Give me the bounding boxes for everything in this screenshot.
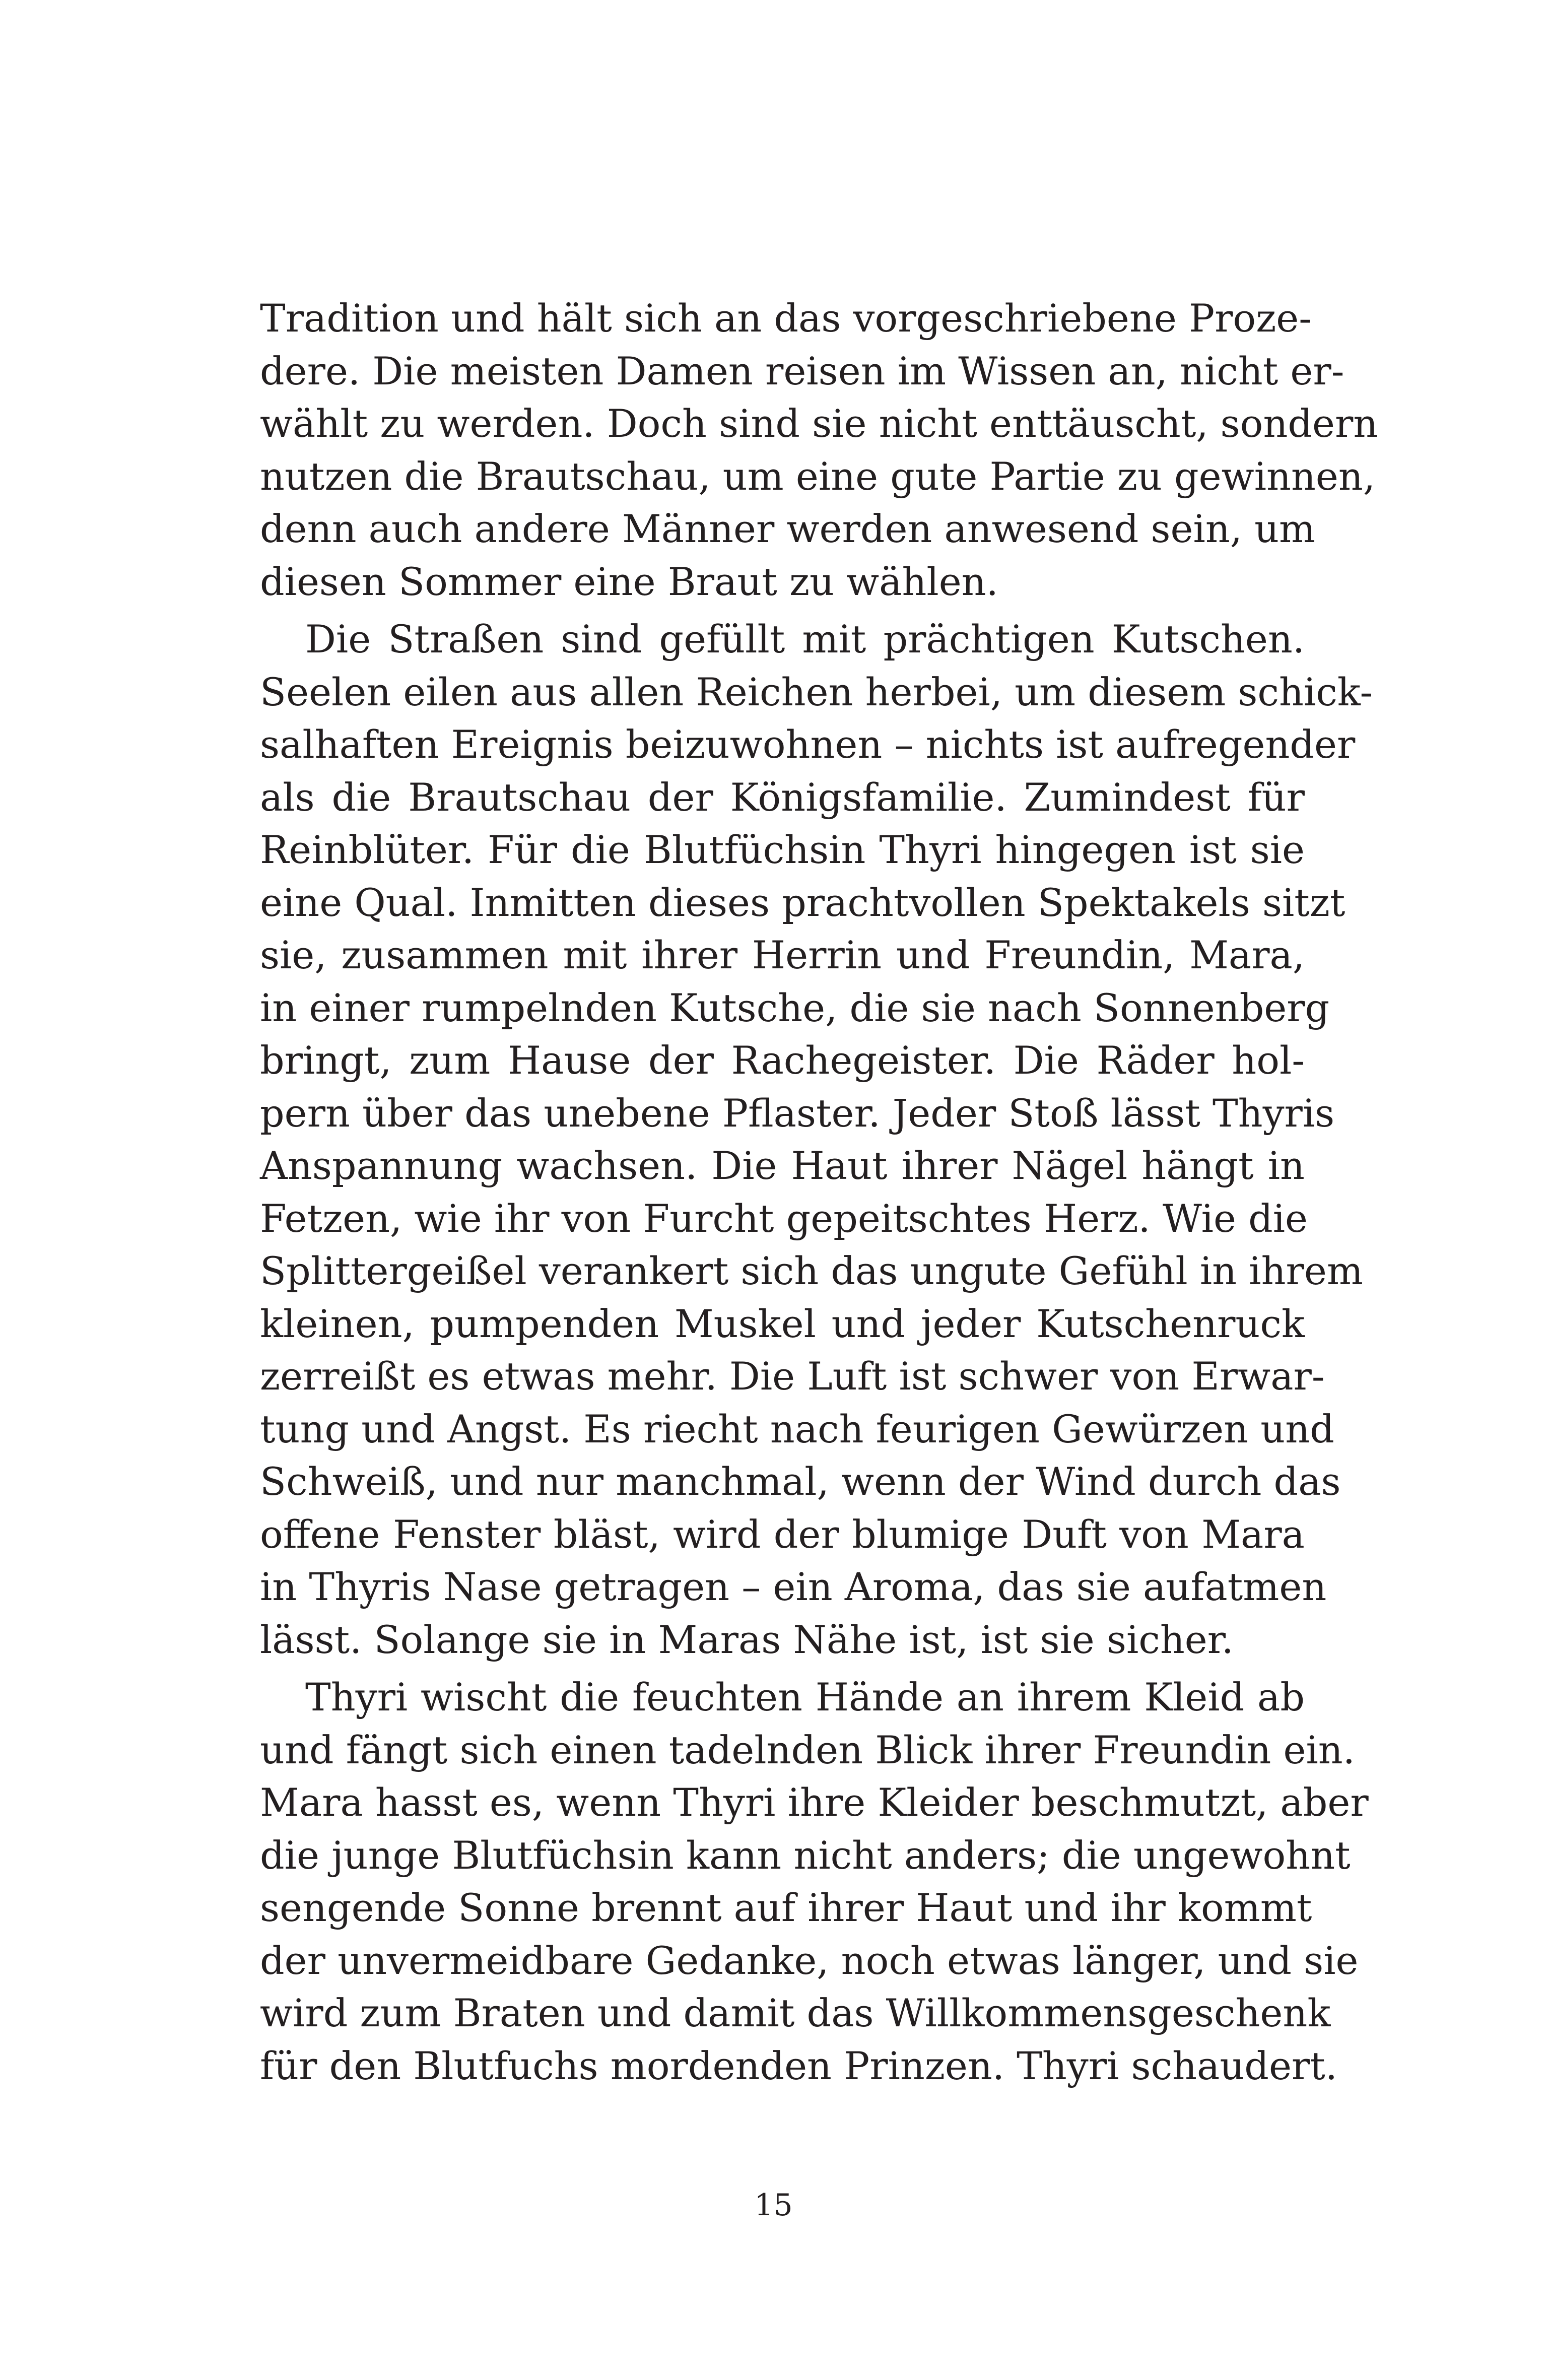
body-text — [260, 292, 1378, 2092]
text-line: zerreißt es etwas mehr. Die Luft ist schwer von Erwar- — [260, 1354, 1325, 1399]
text-line: nutzen die Brautschau, um eine gute Partie zu gewinnen, — [260, 453, 1375, 499]
text-line: tung und Angst. Es riecht nach feurigen Gewürzen und — [260, 1406, 1334, 1451]
text-line: sengende Sonne brennt auf ihrer Haut und ihr kommt — [260, 1885, 1312, 1930]
text-line: und fängt sich einen tadelnden Blick ihrer Freundin ein. — [260, 1727, 1355, 1772]
text-line: Thyri wischt die feuchten Hände an ihrem Kleid ab — [305, 1675, 1305, 1720]
text-line: lässt. Solange sie in Maras Nähe ist, ist sie sicher. — [260, 1617, 1234, 1662]
text-line: pern über das unebene Pflaster. Jeder Stoß lässt Thyris — [260, 1090, 1335, 1136]
text-line: Tradition und hält sich an das vorgeschriebene Proze- — [260, 296, 1312, 341]
text-line: als die Brautschau der Königsfamilie. Zumindest für — [260, 774, 1305, 820]
text-line: Anspannung wachsen. Die Haut ihrer Nägel hängt in — [260, 1143, 1305, 1188]
text-line: Seelen eilen aus allen Reichen herbei, um diesem schick- — [260, 669, 1373, 714]
paragraph-2 — [260, 613, 1373, 1666]
text-line: Fetzen, wie ihr von Furcht gepeitschtes Herz. Wie die — [260, 1196, 1308, 1241]
text-line: dere. Die meisten Damen reisen im Wissen an, nicht er- — [260, 348, 1344, 393]
text-line: diesen Sommer eine Braut zu wählen. — [260, 559, 998, 604]
text-line: offene Fenster bläst, wird der blumige Duft von Mara — [260, 1511, 1305, 1557]
paragraph-3 — [260, 1671, 1369, 2092]
page-number: 15 — [754, 2188, 793, 2223]
text-line: Splittergeißel verankert sich das ungute Gefühl in ihrem — [260, 1248, 1363, 1293]
text-line: kleinen, pumpenden Muskel und jeder Kutschenruck — [260, 1301, 1305, 1346]
text-line: bringt, zum Hause der Rachegeister. Die Räder hol- — [260, 1038, 1305, 1083]
text-line: Mara hasst es, wenn Thyri ihre Kleider beschmutzt, aber — [260, 1780, 1369, 1825]
text-line: eine Qual. Inmitten dieses prachtvollen Spektakels sitzt — [260, 880, 1346, 925]
text-line: der unvermeidbare Gedanke, noch etwas länger, und sie — [260, 1938, 1359, 1983]
text-line: die junge Blutfüchsin kann nicht anders; die ungewohnt — [260, 1832, 1351, 1878]
text-line: für den Blutfuchs mordenden Prinzen. Thyri schaudert. — [260, 2043, 1337, 2088]
text-line: Die Straßen sind gefüllt mit prächtigen Kutschen. — [305, 617, 1305, 662]
text-line: salhaften Ereignis beizuwohnen – nichts ist aufregender — [260, 722, 1356, 767]
text-line: Reinblüter. Für die Blutfüchsin Thyri hingegen ist sie — [260, 827, 1305, 872]
text-line: in einer rumpelnden Kutsche, die sie nach Sonnenberg — [260, 985, 1330, 1030]
text-line: wird zum Braten und damit das Willkommensgeschenk — [260, 1991, 1331, 2035]
text-line: wählt zu werden. Doch sind sie nicht enttäuscht, sondern — [260, 401, 1378, 446]
text-line: in Thyris Nase getragen – ein Aroma, das sie aufatmen — [260, 1564, 1327, 1609]
paragraph-1 — [260, 292, 1378, 608]
text-line: Schweiß, und nur manchmal, wenn der Wind durch das — [260, 1459, 1341, 1504]
text-line: denn auch andere Männer werden anwesend sein, um — [260, 506, 1316, 551]
text-line: sie, zusammen mit ihrer Herrin und Freundin, Mara, — [260, 933, 1305, 977]
